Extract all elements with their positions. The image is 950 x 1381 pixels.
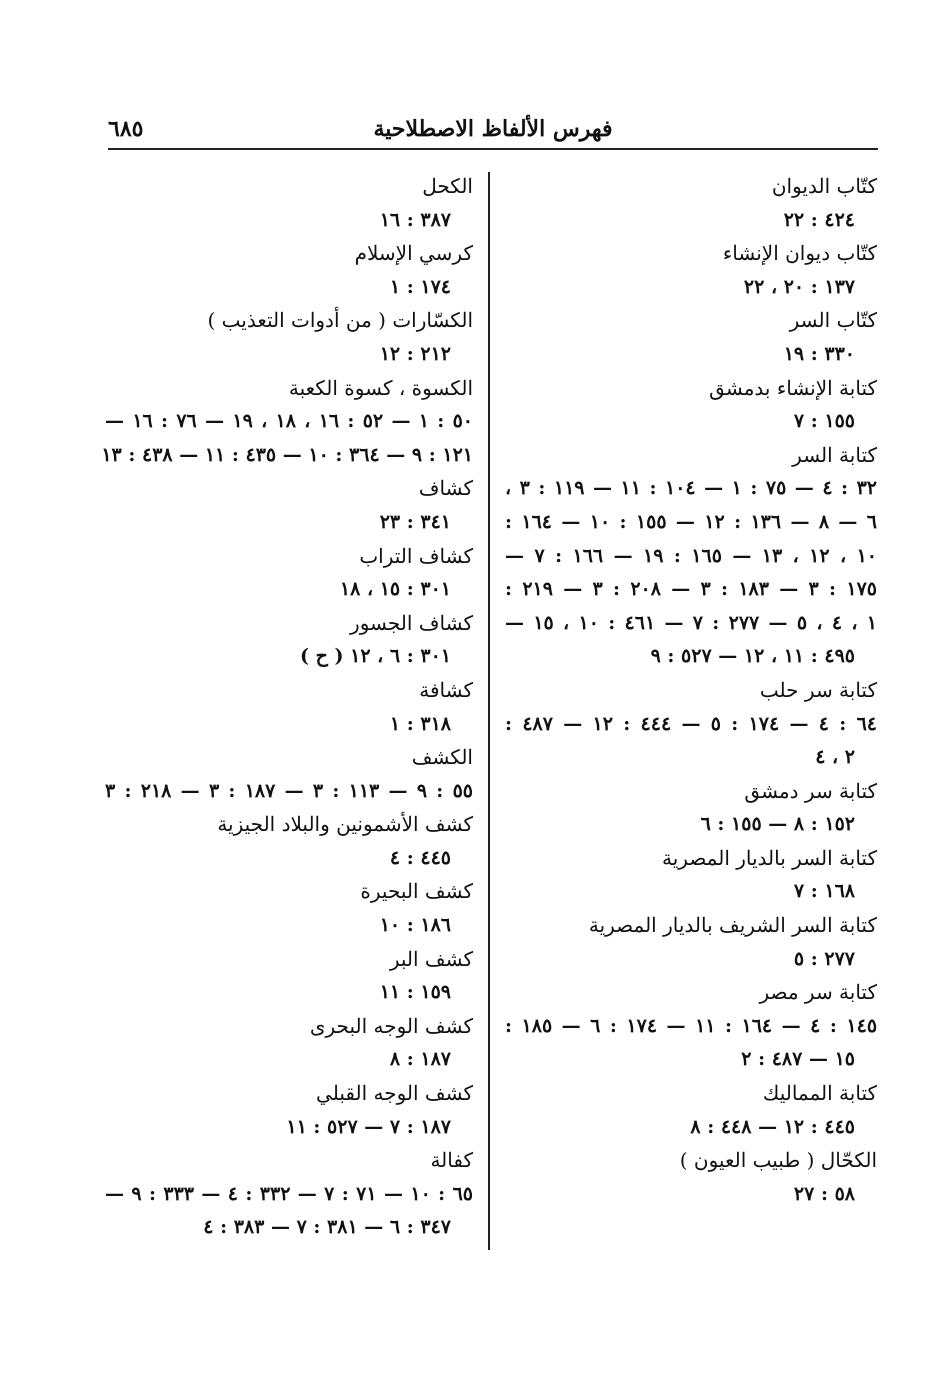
- page-reference: ٦٥ : ١٠ — ٧١ : ٧ — ٣٣٢ : ٤ — ٣٣٣ : ٩ —: [105, 1182, 473, 1205]
- index-term: كتابة سر حلب: [759, 677, 877, 702]
- page-reference: ٣٤١ : ٢٣: [379, 510, 451, 533]
- page-reference: ٣٨٧ : ١٦: [379, 208, 451, 231]
- page-reference: ١٥٩ : ١١: [379, 981, 451, 1004]
- page-reference: ١٤٥ : ٤ — ١٦٤ : ١١ — ١٧٤ : ٦ — ١٨٥ :: [505, 1014, 878, 1037]
- index-term: الكحل: [422, 174, 473, 198]
- page-reference: ١ ، ٤ ، ٥ — ٢٧٧ : ٧ — ٤٦١ : ١٠ ، ١٥ —: [505, 611, 877, 634]
- page-reference: ١٨٧ : ٨: [389, 1048, 451, 1071]
- page-reference: ٣٤٧ : ٦ — ٣٨١ : ٧ — ٣٨٣ : ٤: [203, 1216, 451, 1239]
- left-column: [101, 170, 473, 1245]
- page-reference: ٤٤٥ : ٤: [389, 846, 451, 869]
- page-reference: ٥٨ : ٢٧: [793, 1182, 855, 1205]
- page-reference: ٥٠ : ١ — ٥٢ : ١٦ ، ١٨ ، ١٩ — ٧٦ : ١٦ —: [105, 410, 473, 433]
- index-term: كتابة السر الشريف بالديار المصرية: [588, 913, 877, 938]
- index-term: كتابة الإنشاء بدمشق: [709, 375, 877, 400]
- page-reference: ١٠ ، ١٢ ، ١٣ — ١٦٥ : ١٩ — ١٦٦ : ٧ —: [505, 544, 877, 567]
- index-term: كتابة سر مصر: [759, 980, 877, 1005]
- page-reference: ٢٧٧ : ٥: [793, 947, 855, 970]
- page-reference: ٣٠١ : ١٥ ، ١٨: [339, 578, 451, 601]
- index-term: كشاف الجسور: [350, 610, 473, 635]
- page-reference: ٣٢ : ٤ — ٧٥ : ١ — ١٠٤ : ١١ — ١١٩ : ٣ ،: [505, 477, 877, 500]
- page-header: [108, 112, 878, 150]
- page-reference: ٦٤ : ٤ — ١٧٤ : ٥ — ٤٤٤ : ١٢ — ٤٨٧ :: [505, 712, 877, 735]
- page-reference: ٣١٨ : ١: [389, 712, 451, 735]
- page-reference: ١٧٤ : ١: [389, 275, 451, 298]
- index-term: كتّاب ديوان الإنشاء: [722, 241, 877, 266]
- page-reference: ١٢١ : ٩ — ٣٦٤ : ١٠ — ٤٣٥ : ١١ — ٤٣٨ : ١٣: [101, 443, 473, 466]
- page-reference: ٣٠١ : ٦ ، ١٢ ( ح ): [300, 645, 451, 668]
- index-term: كتابة سر دمشق: [744, 778, 877, 803]
- page-reference: ١٣٧ : ٢٠ ، ٢٢: [743, 275, 855, 298]
- index-term: كشف الوجه القبلي: [316, 1081, 473, 1106]
- page-reference: ٤٢٤ : ٢٢: [783, 208, 855, 231]
- page-reference: ١٥٢ : ٨ — ١٥٥ : ٦: [700, 813, 855, 836]
- page-reference: ٢ ، ٤: [815, 746, 855, 769]
- page-reference: ١٦٨ : ٧: [793, 880, 855, 903]
- index-term: الكسوة ، كسوة الكعبة: [288, 375, 473, 400]
- page-reference: ١٥ — ٤٨٧ : ٢: [741, 1048, 855, 1071]
- right-column: [505, 170, 877, 1211]
- index-term: كشافة: [419, 677, 473, 702]
- page-reference: ٤٩٥ : ١١ ، ١٢ — ٥٢٧ : ٩: [650, 645, 855, 668]
- page-reference: ١٧٥ : ٣ — ١٨٣ : ٣ — ٢٠٨ : ٣ — ٢١٩ :: [505, 578, 877, 601]
- index-term: كتّاب الديوان: [771, 174, 877, 198]
- page-reference: ٤٤٥ : ١٢ — ٤٤٨ : ٨: [690, 1115, 855, 1138]
- index-term: كرسي الإسلام: [354, 241, 473, 266]
- page-reference: ١٨٦ : ١٠: [379, 914, 451, 937]
- index-term: كتّاب السر: [789, 308, 877, 333]
- index-term: كتابة السر بالديار المصرية: [662, 845, 877, 870]
- index-term: كتابة السر: [792, 442, 877, 467]
- page-title: فهرس الألفاظ الاصطلاحية: [373, 116, 613, 142]
- index-term: كشف البحيرة: [360, 879, 473, 904]
- index-term: كتابة المماليك: [762, 1081, 877, 1106]
- header-rule: [108, 148, 878, 150]
- index-term: كشف البر: [389, 946, 473, 971]
- index-term: كشاف: [418, 476, 473, 501]
- page-number: ٦٨٥: [108, 116, 144, 142]
- index-term: الكسّارات ( من أدوات التعذيب ): [207, 308, 473, 333]
- index-term: الكحّال ( طبيب العيون ): [679, 1148, 877, 1173]
- index-term: كشف الأشمونين والبلاد الجيزية: [217, 812, 473, 837]
- page-reference: ١٨٧ : ٧ — ٥٢٧ : ١١: [286, 1115, 451, 1138]
- index-term: الكشف: [411, 745, 473, 770]
- page-reference: ٣٣٠ : ١٩: [783, 342, 855, 365]
- page-reference: ٦ — ٨ — ١٣٦ : ١٢ — ١٥٥ : ١٠ — ١٦٤ :: [505, 510, 877, 533]
- page-reference: ١٥٥ : ٧: [793, 410, 855, 433]
- page-reference: ٥٥ : ٩ — ١١٣ : ٣ — ١٨٧ : ٣ — ٢١٨ : ٣: [105, 779, 473, 802]
- page-reference: ٢١٢ : ١٢: [379, 342, 451, 365]
- column-divider: [488, 172, 490, 1250]
- index-term: كشاف التراب: [359, 543, 473, 568]
- index-term: كشف الوجه البحرى: [309, 1013, 473, 1038]
- index-term: كفالة: [430, 1148, 473, 1173]
